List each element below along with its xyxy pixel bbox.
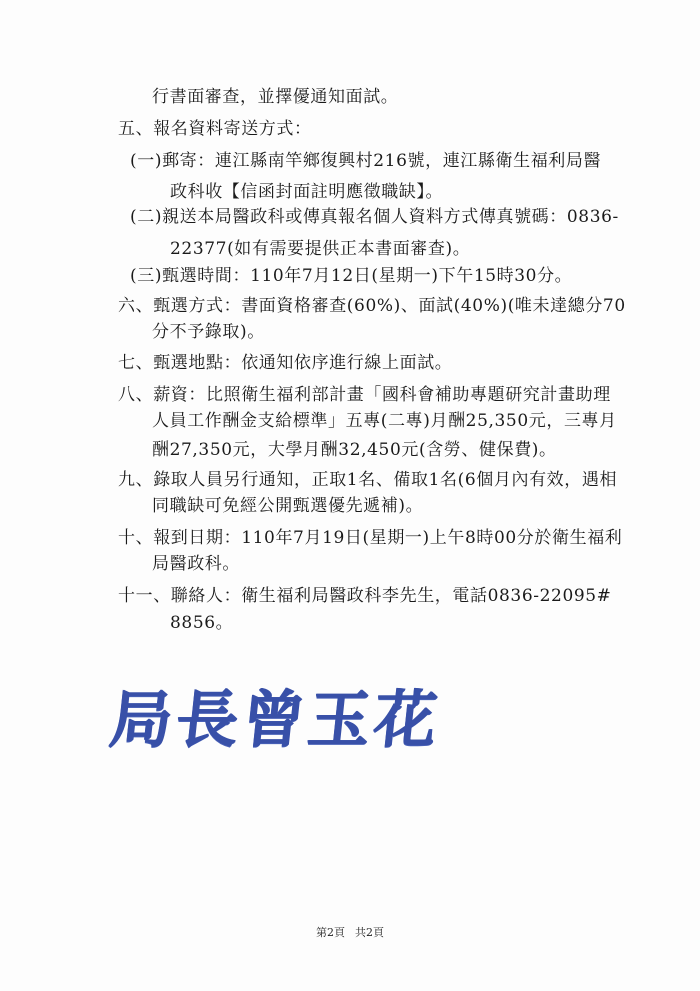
text-line-6: 22377(如有需要提供正本書面審查)。 <box>170 239 471 259</box>
text-line-10: 七、甄選地點：依通知依序進行線上面試。 <box>118 353 453 373</box>
page-number: 第2頁 <box>316 926 345 939</box>
page-total: 共2頁 <box>355 926 384 939</box>
text-line-4: 政科收【信函封面註明應徵職缺】。 <box>170 182 444 202</box>
text-line-19: 8856。 <box>170 613 234 633</box>
page-footer <box>0 926 700 940</box>
text-line-3: (一)郵寄：連江縣南竿鄉復興村216號，連江縣衛生福利局醫 <box>130 151 602 171</box>
text-line-14: 九、錄取人員另行通知，正取1名、備取1名(6個月內有效，遇相 <box>118 470 618 490</box>
text-line-15: 同職缺可免經公開甄選優先遞補)。 <box>152 496 424 516</box>
text-line-7: (三)甄選時間：110年7月12日(星期一)下午15時30分。 <box>130 266 573 286</box>
text-line-8: 六、甄選方式：書面資格審查(60%)、面試(40%)(唯未達總分70 <box>118 296 626 316</box>
text-line-11: 八、薪資：比照衛生福利部計畫「國科會補助專題研究計畫助理 <box>118 385 611 405</box>
text-line-5: (二)親送本局醫政科或傳真報名個人資料方式傳真號碼：0836- <box>130 207 619 227</box>
text-line-2: 五、報名資料寄送方式： <box>118 119 312 139</box>
text-line-12: 人員工作酬金支給標準」五專(二專)月酬25,350元，三專月 <box>152 411 617 431</box>
text-line-17: 局醫政科。 <box>152 554 240 574</box>
text-line-16: 十、報到日期：110年7月19日(星期一)上午8時00分於衛生福利 <box>118 528 623 548</box>
text-line-13: 酬27,350元，大學月酬32,450元(含勞、健保費)。 <box>152 440 557 460</box>
text-line-18: 十一、聯絡人：衛生福利局醫政科李先生，電話0836-22095# <box>118 586 612 606</box>
text-line-1: 行書面審查，並擇優通知面試。 <box>152 87 399 107</box>
director-signature-stamp: 局長曾玉花 <box>106 683 444 756</box>
text-line-9: 分不予錄取)。 <box>152 322 265 342</box>
